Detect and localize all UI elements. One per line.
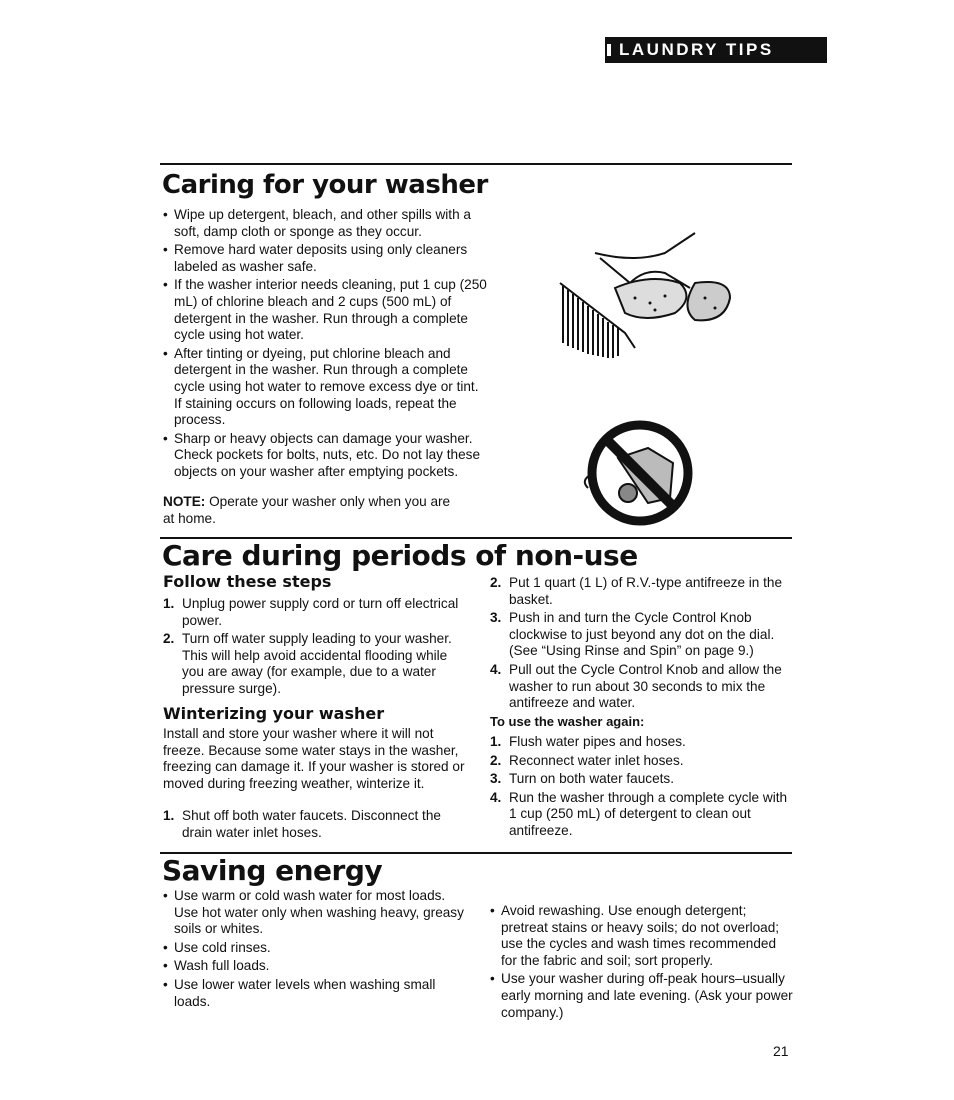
list-item: • Wipe up detergent, bleach, and other spills with a soft, damp cloth or sponge as they occur.: [163, 207, 488, 240]
list-item: 1. Shut off both water faucets. Disconnect the drain water inlet hoses.: [163, 808, 441, 840]
list-item: • Use warm or cold wash water for most loads. Use hot water only when washing heavy, greasy soils or whites.: [163, 888, 468, 938]
nonuse-title: Care during periods of non-use: [162, 539, 638, 572]
use-again-heading: To use the washer again:: [490, 714, 645, 729]
list-item: 2. Put 1 quart (1 L) of R.V.-type antifreeze in the basket.: [490, 575, 783, 607]
list-item: 2. Turn off water supply leading to your washer. This will help avoid accidental flooding while you are away (for example, due to a water pressure surge).: [163, 631, 452, 696]
list-item: • Use cold rinses.: [163, 940, 468, 957]
list-item: • Wash full loads.: [163, 958, 468, 975]
section-tab: LAUNDRY TIPS: [605, 37, 827, 63]
prohibited-objects-icon: [578, 418, 696, 528]
energy-right-list: [490, 903, 795, 1023]
winterizing-heading: Winterizing your washer: [163, 704, 385, 723]
section-rule: [160, 163, 792, 165]
list-item: 1. Unplug power supply cord or turn off electrical power.: [163, 596, 459, 628]
list-item: • Use your washer during off-peak hours–usually early morning and late evening. (Ask your power company.): [490, 971, 795, 1021]
page-number: 21: [773, 1043, 789, 1059]
list-item: • Use lower water levels when washing small loads.: [163, 977, 468, 1010]
winterizing-steps-left: [163, 808, 468, 843]
list-item: 4. Run the washer through a complete cycle with 1 cup (250 mL) of detergent to clean out antifreeze.: [490, 789, 788, 838]
follow-steps-heading: Follow these steps: [163, 572, 332, 591]
note-text: Operate your washer only when you are at home.: [163, 494, 451, 526]
caring-title: Caring for your washer: [162, 170, 488, 200]
note-label: NOTE:: [163, 494, 206, 509]
winterizing-intro: Install and store your washer where it will not freeze. Because some water stays in the washer, freezing can damage it. If your washer is stored or moved during freezing weather, winterize it.: [163, 726, 465, 791]
list-item: • Remove hard water deposits using only cleaners labeled as washer safe.: [163, 242, 488, 275]
energy-left-list: [163, 888, 468, 1012]
caring-bullet-list: [163, 207, 488, 483]
list-item: • Sharp or heavy objects can damage your washer. Check pockets for bolts, nuts, etc. Do not lay these objects on your washer after emptying pockets.: [163, 431, 488, 481]
list-item: • If the washer interior needs cleaning, put 1 cup (250 mL) of chlorine bleach and 2 cups (500 mL) of detergent in the washer. Run through a complete cycle using hot water.: [163, 277, 488, 343]
use-again-list: [490, 734, 790, 842]
wiping-washer-illustration: [555, 228, 740, 363]
list-item: • After tinting or dyeing, put chlorine bleach and detergent in the washer. Run through a complete cycle using hot water to remove excess dye or tint. If staining occurs on following loads, repeat the process.: [163, 346, 488, 429]
winterizing-steps-right: [490, 575, 795, 714]
energy-title: Saving energy: [162, 854, 383, 887]
caring-note: [163, 494, 463, 527]
list-item: • Avoid rewashing. Use enough detergent; pretreat stains or heavy soils; do not overload; use the cycles and wash times recommended for the fabric and soil; sort properly.: [490, 903, 795, 969]
list-item: 1. Flush water pipes and hoses.: [490, 734, 686, 749]
list-item: 3. Push in and turn the Cycle Control Knob clockwise to just beyond any dot on the dial. (See “Using Rinse and Spin” on page 9.): [490, 610, 775, 659]
list-item: 3. Turn on both water faucets.: [490, 771, 674, 787]
list-item: 2. Reconnect water inlet hoses.: [490, 752, 684, 768]
follow-steps-list: [163, 596, 463, 700]
list-item: 4. Pull out the Cycle Control Knob and allow the washer to run about 30 seconds to mix the antifreeze and water.: [490, 661, 782, 711]
